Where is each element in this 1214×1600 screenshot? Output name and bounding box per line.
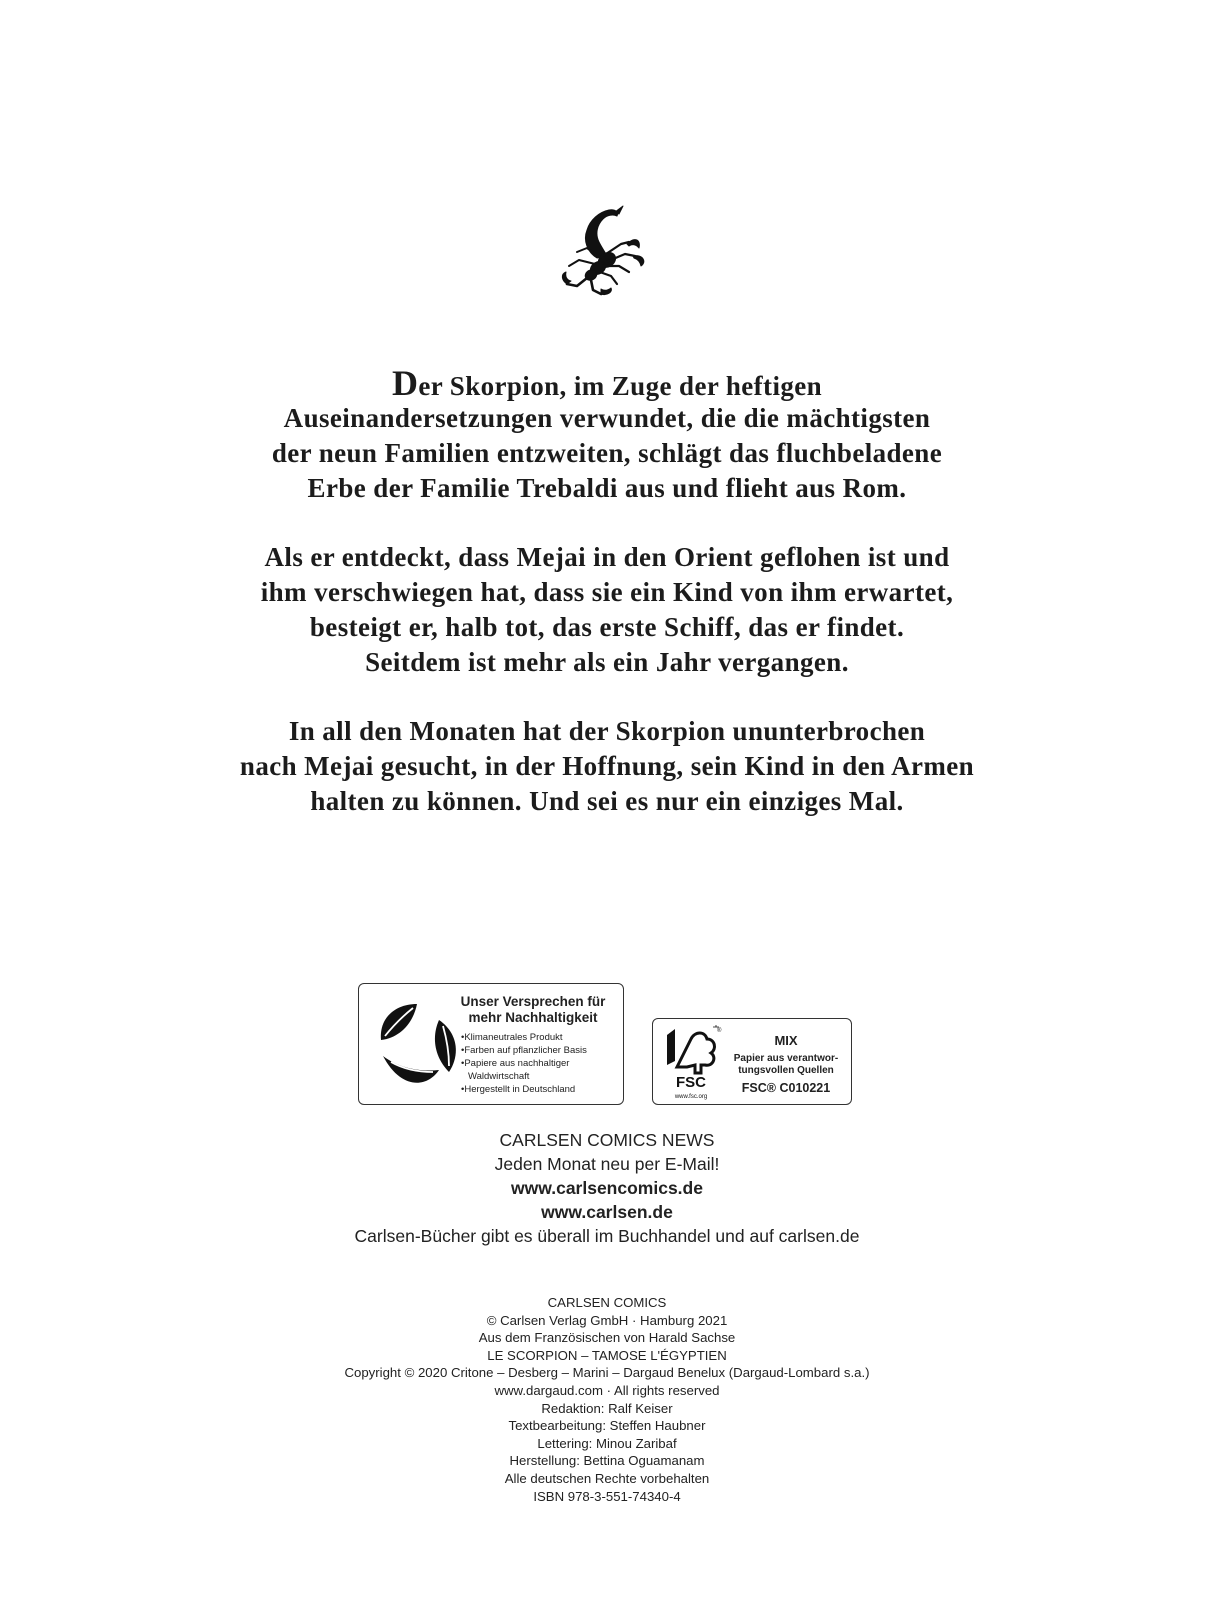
imprint-line: LE SCORPION – TAMOSE L'ÉGYPTIEN bbox=[487, 1347, 727, 1363]
fsc-tree-icon bbox=[661, 1025, 725, 1101]
registered-mark: ® bbox=[717, 1028, 722, 1034]
drop-cap: D bbox=[391, 363, 419, 403]
imprint-line: Redaktion: Ralf Keiser bbox=[541, 1400, 673, 1416]
news-block bbox=[0, 1128, 1214, 1248]
intro-line: Seitdem ist mehr als ein Jahr vergangen. bbox=[365, 647, 849, 677]
intro-line: der neun Familien entzweiten, schlägt das fluchbeladene bbox=[271, 438, 943, 468]
imprint bbox=[0, 1294, 1214, 1505]
list-item: • Klimaneutrales Produkt bbox=[461, 1031, 621, 1044]
intro-text bbox=[0, 363, 1214, 853]
fsc-mix-label: MIX bbox=[774, 1033, 798, 1048]
intro-line: Auseinandersetzungen verwundet, die die mächtigsten bbox=[283, 403, 931, 433]
intro-line: nach Mejai gesucht, in der Hoffnung, sein Kind in den Armen bbox=[239, 751, 975, 781]
news-note: Carlsen-Bücher gibt es überall im Buchhandel und auf carlsen.de bbox=[354, 1226, 860, 1246]
imprint-line: Textbearbeitung: Steffen Haubner bbox=[508, 1418, 706, 1434]
imprint-line: Copyright © 2020 Critone – Desberg – Marini – Dargaud Benelux (Dargaud-Lombard s.a.) bbox=[344, 1365, 870, 1381]
intro-line: Als er entdeckt, dass Mejai in den Orient geflohen ist und bbox=[264, 542, 950, 572]
fsc-subtitle: Papier aus verantwor- tungsvollen Quellen bbox=[733, 1053, 839, 1076]
scorpion-icon bbox=[557, 200, 649, 296]
news-title: CARLSEN COMICS NEWS bbox=[499, 1130, 715, 1150]
news-tagline: Jeden Monat neu per E-Mail! bbox=[494, 1154, 720, 1174]
carlsen-link[interactable]: www.carlsen.de bbox=[541, 1202, 673, 1222]
imprint-line: ISBN 978-3-551-74340-4 bbox=[533, 1488, 681, 1504]
intro-line: halten zu können. Und sei es nur ein einziges Mal. bbox=[310, 786, 904, 816]
recycle-leaves-icon bbox=[369, 996, 459, 1096]
list-item: • Farben auf pflanzlicher Basis bbox=[461, 1044, 621, 1057]
intro-line: Der Skorpion, im Zuge der heftigen bbox=[391, 363, 823, 403]
carlsencomics-link[interactable]: www.carlsencomics.de bbox=[511, 1178, 703, 1198]
intro-paragraph-3 bbox=[0, 714, 1214, 819]
fsc-code: FSC® C010221 bbox=[741, 1081, 831, 1095]
sustainability-list bbox=[461, 1031, 621, 1096]
list-item: • Hergestellt in Deutschland bbox=[461, 1083, 621, 1096]
fsc-badge bbox=[652, 1018, 852, 1105]
sustainability-title: Unser Versprechen für mehr Nachhaltigkeit bbox=[460, 994, 606, 1025]
fsc-logo-text: FSC bbox=[676, 1074, 706, 1091]
imprint-line: Lettering: Minou Zaribaf bbox=[537, 1435, 677, 1451]
intro-paragraph-1 bbox=[0, 363, 1214, 506]
sustainability-badge bbox=[358, 983, 624, 1105]
intro-line: ihm verschwiegen hat, dass sie ein Kind von ihm erwartet, bbox=[260, 577, 954, 607]
fsc-url: www.fsc.org bbox=[674, 1094, 708, 1100]
list-item: • Papiere aus nachhaltiger Waldwirtschaft bbox=[461, 1057, 621, 1083]
intro-line: In all den Monaten hat der Skorpion ununterbrochen bbox=[288, 716, 926, 746]
intro-paragraph-2 bbox=[0, 540, 1214, 680]
intro-line: besteigt er, halb tot, das erste Schiff, das er findet. bbox=[309, 612, 905, 642]
imprint-line: www.dargaud.com · All rights reserved bbox=[494, 1382, 720, 1398]
imprint-line: Herstellung: Bettina Oguamanam bbox=[509, 1453, 705, 1469]
imprint-line: © Carlsen Verlag GmbH · Hamburg 2021 bbox=[486, 1312, 728, 1328]
intro-line: Erbe der Familie Trebaldi aus und flieht aus Rom. bbox=[307, 473, 907, 503]
imprint-line: Alle deutschen Rechte vorbehalten bbox=[504, 1470, 710, 1486]
imprint-line: Aus dem Französischen von Harald Sachse bbox=[478, 1330, 736, 1346]
imprint-line: CARLSEN COMICS bbox=[547, 1295, 667, 1310]
